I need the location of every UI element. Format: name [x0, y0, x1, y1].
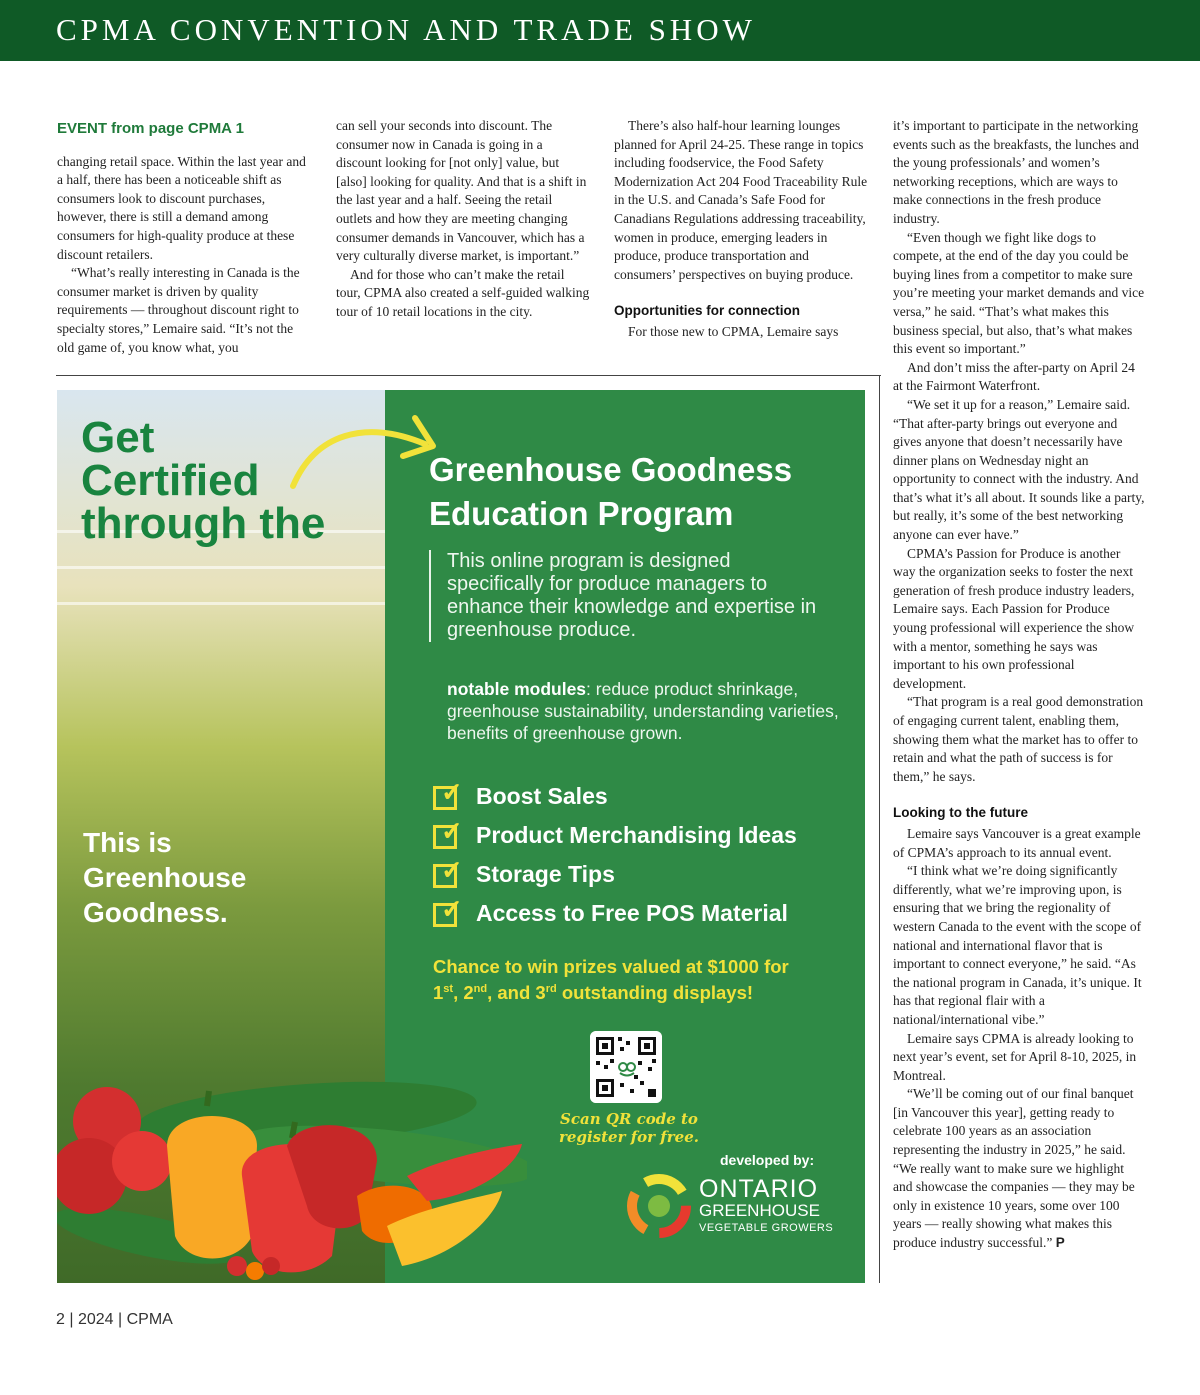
heading-line: through the [81, 499, 326, 548]
paragraph: “I think what we’re doing significantly differently, what we’re improving upon, is ensuring that we bring the regionality of western Canada to the event with the scope of national and international flavor that is important to connect everyone,” he said. “As the national program in Canada, it’s unique. It has that regional flair with a national/international vibe.” [893, 863, 1142, 1027]
greenhouse-beam [57, 602, 385, 605]
prize-text: outstanding displays! [556, 982, 754, 1004]
paragraph: And don’t miss the after-party on April 24 at the Fairmont Waterfront. [893, 359, 1135, 394]
paragraph: For those new to CPMA, Lemaire says [628, 323, 839, 339]
paragraph: And for those who can’t make the retail tour, CPMA also created a self-guided walking tour of 10 retail locations in the city. [336, 266, 590, 319]
program-description: This online program is designed specifically for produce managers to enhance their knowledge and expertise in greenhouse produce. [429, 550, 827, 642]
continued-from-kicker: EVENT from page CPMA 1 [57, 120, 244, 137]
section-header-bar [0, 0, 1200, 61]
subhead-future: Looking to the future [893, 805, 1028, 821]
section-title: CPMA CONVENTION AND TRADE SHOW [56, 12, 756, 47]
article-column-1 [57, 120, 309, 357]
notable-modules [447, 678, 847, 744]
prize-text: , and 3 [487, 982, 546, 1004]
ordinal-suffix: nd [473, 983, 488, 995]
vegetables-illustration [57, 1066, 527, 1283]
checklist-label: Access to Free POS Material [476, 900, 788, 926]
paragraph: it’s important to participate in the networking events such as the breakfasts, the lunches and the young professionals’ and women’s networking receptions, which are ways to make connections in the fresh produce industry. [893, 118, 1139, 226]
paragraph: changing retail space. Within the last year and a half, there has been a noticeable shift as consumers look to discount purchases, however, there is still a demand among consumers for high-quality produce at these discount retailers. [57, 153, 306, 262]
folio-separator: | [113, 1311, 127, 1328]
checklist-item [429, 894, 859, 936]
headline-line: Greenhouse Goodness [429, 451, 793, 488]
prize-line: Chance to win prizes valued at $1000 for [433, 956, 789, 977]
folio-separator: | [64, 1311, 78, 1328]
scan-qr-caption [549, 1110, 709, 1146]
prize-text: , 2 [453, 982, 474, 1004]
subhead-opportunities: Opportunities for connection [614, 303, 800, 319]
paragraph: “Even though we fight like dogs to compete, at the end of the day you could be buying lines from a competitor to make sure you’re meeting your market demands and vice versa,” he said. “That’s what makes this business special, but also, that’s what makes this event so important.” [893, 229, 1145, 357]
developed-by-label: developed by: [720, 1152, 815, 1168]
paragraph: “That program is a real good demonstration of engaging current talent, enabling them, showing them what the market has to offer to retain and what the path of success is for them,” he says. [893, 694, 1144, 784]
tagline-line: This is [83, 827, 172, 858]
checklist-item [429, 855, 859, 897]
modules-text: : reduce product shrinkage, greenhouse sustainability, understanding varieties, benefits of greenhouse grown. [447, 679, 839, 743]
prize-text: 1 [433, 982, 444, 1004]
article-column-3 [614, 117, 869, 342]
ad-frame-top-rule [56, 375, 881, 376]
paragraph: can sell your seconds into discount. The consumer now in Canada is going in a discount looking for [not only] value, but [also] looking for quality. And that is a shift in the last year and a half. Seeing the retail outlets and how they are meeting changing consumer demands in Vancouver, which has a very culturally diverse market, is important.” [336, 118, 587, 264]
issue-year: 2024 [77, 1311, 114, 1328]
paragraph [893, 1085, 1145, 1252]
heading-line: Certified [81, 456, 260, 505]
paragraph: CPMA’s Passion for Produce is another way the organization seeks to foster the next generation of fresh produce industry leaders, Lemaire says. Each Passion for Produce young professional will experience the show with a mentor, something he says was important to his own professional development. [893, 545, 1135, 691]
headline-line: Education Program [429, 495, 734, 532]
get-certified-heading [81, 413, 381, 548]
checklist-label: Product Merchandising Ideas [476, 822, 797, 848]
modules-label: notable modules [447, 679, 587, 699]
paragraph: Lemaire says CPMA is already looking to next year’s event, set for April 8-10, 2025, in Montreal. [893, 1030, 1137, 1083]
qr-code-icon[interactable] [590, 1031, 662, 1103]
benefits-checklist [429, 777, 859, 936]
program-headline [429, 448, 849, 536]
ontario-greenhouse-logo-icon [627, 1174, 691, 1238]
greenhouse-goodness-ad [57, 390, 865, 1283]
checklist-item [429, 816, 859, 858]
tagline-line: Greenhouse [83, 862, 247, 893]
checklist-item [429, 777, 859, 819]
page-folio [56, 1311, 173, 1329]
this-is-greenhouse-goodness [83, 825, 343, 930]
ad-frame-right-rule [879, 375, 880, 1283]
paragraph: Lemaire says Vancouver is a great example of CPMA’s approach to its annual event. [893, 825, 1141, 860]
checkmark-icon: ✓ [441, 816, 463, 846]
paragraph: There’s also half-hour learning lounges planned for April 24-25. These range in topics including foodservice, the Food Safety Modernization Act 204 Food Traceability Rule in the U.S. and Canada’s Safe Food for Canadians Regulations addressing traceability, women in produce, emerging leaders in produce, produce transportation and consumers’ perspectives on buying produce. [614, 118, 868, 282]
prize-callout [433, 956, 853, 1004]
article-column-2 [336, 117, 591, 322]
heading-line: Get [81, 413, 155, 462]
paragraph: “We set it up for a reason,” Lemaire said. “That after-party brings out everyone and gives anyone that doesn’t necessarily have dinner plans on Wednesday night an opportunity to connect with the industry. And that’s what it’s all about. It sounds like a party, but really, it’s some of the best networking anyone can ever have.” [893, 396, 1145, 543]
paragraph: “What’s really interesting in Canada is the consumer market is driven by quality requirements — throughout discount right to specialty stores,” Lemaire said. “It’s not the old game of, you know what, you [57, 265, 300, 355]
org-name-line: GREENHOUSE [699, 1201, 820, 1220]
checkmark-icon: ✓ [441, 777, 463, 807]
checklist-label: Boost Sales [476, 783, 608, 809]
prize-line [433, 978, 853, 1004]
checkmark-icon: ✓ [441, 894, 463, 924]
ordinal-suffix: rd [545, 983, 557, 995]
caption-line: Scan QR code to [560, 1110, 698, 1128]
publication-name: CPMA [126, 1311, 173, 1328]
end-mark: P [1055, 1235, 1065, 1251]
tagline-line: Goodness. [83, 897, 228, 928]
paragraph-text: “We’ll be coming out of our final banquet [in Vancouver this year], getting ready to celebrate 100 years as an association representing the industry in 2025,” he said. “We really want to make sure we highlight and showcase the companies — they may be only in existence 10 years, some over 100 years — really showing what makes this produce industry successful.” [893, 1086, 1135, 1251]
org-name-line: ONTARIO [699, 1175, 819, 1203]
org-name-line: VEGETABLE GROWERS [699, 1222, 834, 1234]
caption-line: register for free. [559, 1128, 699, 1146]
ordinal-suffix: st [443, 983, 454, 995]
article-column-4 [893, 117, 1145, 1253]
page-number: 2 [56, 1311, 65, 1328]
greenhouse-beam [57, 566, 385, 569]
checkmark-icon: ✓ [441, 855, 463, 885]
checklist-label: Storage Tips [476, 861, 615, 887]
